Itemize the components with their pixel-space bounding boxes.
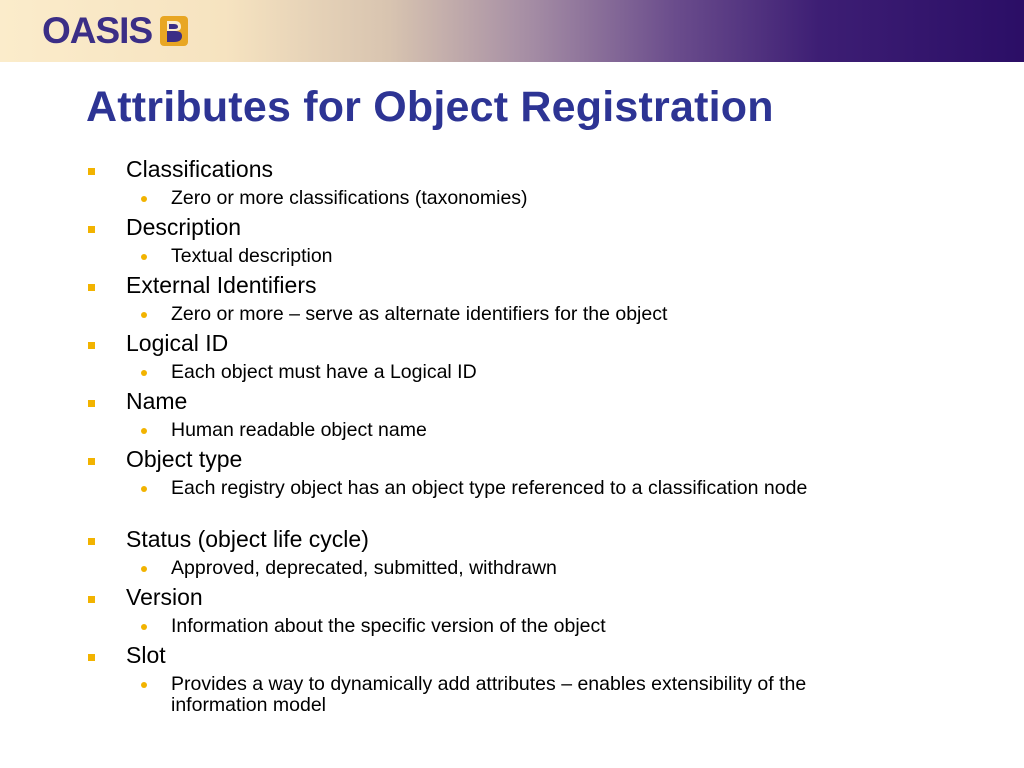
- dot-bullet-icon: [141, 196, 147, 202]
- list-item-detail: Zero or more classifications (taxonomies): [171, 187, 528, 209]
- square-bullet-icon: [88, 654, 95, 661]
- list-item-detail: Information about the specific version of the object: [171, 615, 606, 637]
- dot-bullet-icon: [141, 566, 147, 572]
- list-item-detail: Textual description: [171, 245, 333, 267]
- list-item-label: Classifications: [126, 156, 273, 182]
- list-item-label: Logical ID: [126, 330, 229, 356]
- list-item-detail: Zero or more – serve as alternate identifiers for the object: [171, 303, 668, 325]
- list-item-label: External Identifiers: [126, 272, 317, 298]
- square-bullet-icon: [88, 538, 95, 545]
- square-bullet-icon: [88, 596, 95, 603]
- list-item-detail: Provides a way to dynamically add attributes – enables extensibility of the information model: [171, 673, 807, 716]
- dot-bullet-icon: [141, 312, 147, 318]
- list-item-detail: Approved, deprecated, submitted, withdrawn: [171, 557, 557, 579]
- square-bullet-icon: [88, 458, 95, 465]
- square-bullet-icon: [88, 284, 95, 291]
- list-item-detail: Human readable object name: [171, 419, 427, 441]
- list-item-label: Name: [126, 388, 188, 414]
- list-item-label: Status (object life cycle): [126, 526, 369, 552]
- list-item-label: Description: [126, 214, 242, 240]
- list-item-label: Object type: [126, 446, 243, 472]
- dot-bullet-icon: [141, 428, 147, 434]
- square-bullet-icon: [88, 342, 95, 349]
- list-item-detail: Each object must have a Logical ID: [171, 361, 477, 383]
- logo-text: OASIS: [42, 10, 153, 51]
- dot-bullet-icon: [141, 682, 147, 688]
- page-title: Attributes for Object Registration: [86, 83, 774, 131]
- dot-bullet-icon: [141, 254, 147, 260]
- dot-bullet-icon: [141, 370, 147, 376]
- list-item-detail: Each registry object has an object type referenced to a classification node: [171, 477, 808, 499]
- square-bullet-icon: [88, 168, 95, 175]
- dot-bullet-icon: [141, 624, 147, 630]
- list-item-label: Slot: [126, 642, 166, 668]
- list-item-label: Version: [126, 584, 203, 610]
- dot-bullet-icon: [141, 486, 147, 492]
- square-bullet-icon: [88, 400, 95, 407]
- square-bullet-icon: [88, 226, 95, 233]
